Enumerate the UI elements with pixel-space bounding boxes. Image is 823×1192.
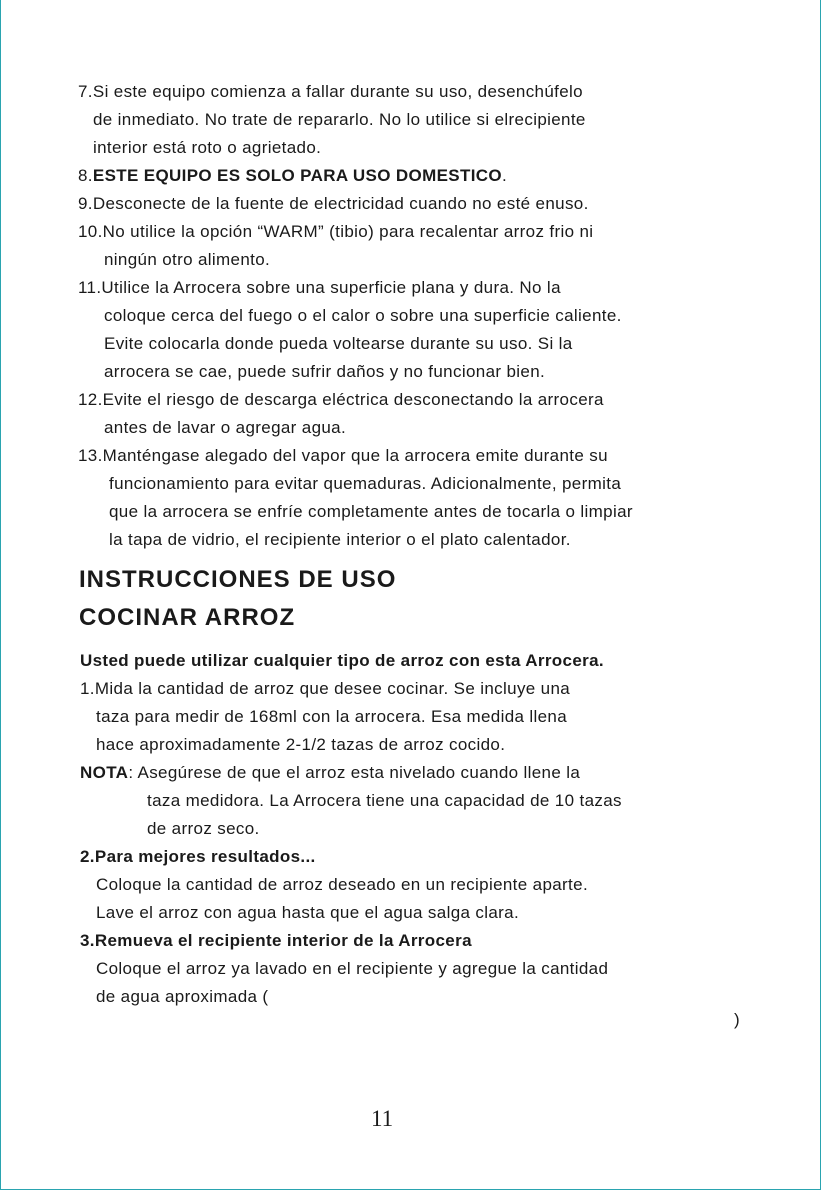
note-line-1 [80,762,580,784]
item-10-line-1: 10.No utilice la opción “WARM” (tibio) para recalentar arroz frio ni [78,222,594,241]
step-2-line-2: Lave el arroz con agua hasta que el agua salga clara. [96,903,520,922]
step-3-heading: 3.Remueva el recipiente interior de la Arrocera [80,931,472,950]
item-7-line-3: interior está roto o agrietado. [93,138,322,157]
item-11-line-4: arrocera se cae, puede sufrir daños y no funcionar bien. [104,362,546,381]
item-13-line-1: 13.Manténgase alegado del vapor que la arrocera emite durante su [78,446,608,465]
item-12-line-1: 12.Evite el riesgo de descarga eléctrica desconectando la arrocera [78,390,604,409]
step-3-line-2: de agua aproximada ( [96,987,269,1006]
item-8-number: 8. [78,166,93,185]
item-10-line-2: ningún otro alimento. [104,250,271,269]
item-9: 9.Desconecte de la fuente de electricidad cuando no esté enuso. [78,194,589,213]
step-1-line-3: hace aproximadamente 2-1/2 tazas de arroz cocido. [96,735,506,754]
closing-parenthesis: ) [734,1010,741,1029]
note-line-2: taza medidora. La Arrocera tiene una capacidad de 10 tazas [147,791,622,810]
item-7-line-2: de inmediato. No trate de repararlo. No lo utilice si elrecipiente [93,110,586,129]
item-8 [78,165,507,187]
section-heading-rice: COCINAR ARROZ [79,604,296,631]
note-text: : Asegúrese de que el arroz esta nivelado cuando llene la [128,763,581,782]
item-8-bold-text: ESTE EQUIPO ES SOLO PARA USO DOMESTICO [92,166,502,185]
item-7-line-1: 7.Si este equipo comienza a fallar durante su uso, desenchúfelo [78,82,583,101]
intro-statement: Usted puede utilizar cualquier tipo de arroz con esta Arrocera. [80,651,604,670]
step-2-line-1: Coloque la cantidad de arroz deseado en un recipiente aparte. [96,875,589,894]
step-3-line-1: Coloque el arroz ya lavado en el recipiente y agregue la cantidad [96,959,609,978]
step-1-line-1: 1.Mida la cantidad de arroz que desee cocinar. Se incluye una [80,679,571,698]
item-13-line-2: funcionamiento para evitar quemaduras. Adicionalmente, permita [109,474,622,493]
item-12-line-2: antes de lavar o agregar agua. [104,418,347,437]
item-13-line-3: que la arrocera se enfríe completamente antes de tocarla o limpiar [109,502,633,521]
page-number: 11 [371,1106,394,1131]
step-1-line-2: taza para medir de 168ml con la arrocera. Esa medida llena [96,707,568,726]
item-8-period: . [501,166,508,185]
item-11-line-1: 11.Utilice la Arrocera sobre una superficie plana y dura. No la [78,278,561,297]
item-13-line-4: la tapa de vidrio, el recipiente interior o el plato calentador. [109,530,571,549]
item-11-line-2: coloque cerca del fuego o el calor o sobre una superficie caliente. [104,306,622,325]
note-label: NOTA [80,763,129,782]
step-2-heading: 2.Para mejores resultados... [80,847,316,866]
section-heading-instructions: INSTRUCCIONES DE USO [79,566,397,593]
item-11-line-3: Evite colocarla donde pueda voltearse durante su uso. Si la [104,334,573,353]
note-line-3: de arroz seco. [147,819,260,838]
